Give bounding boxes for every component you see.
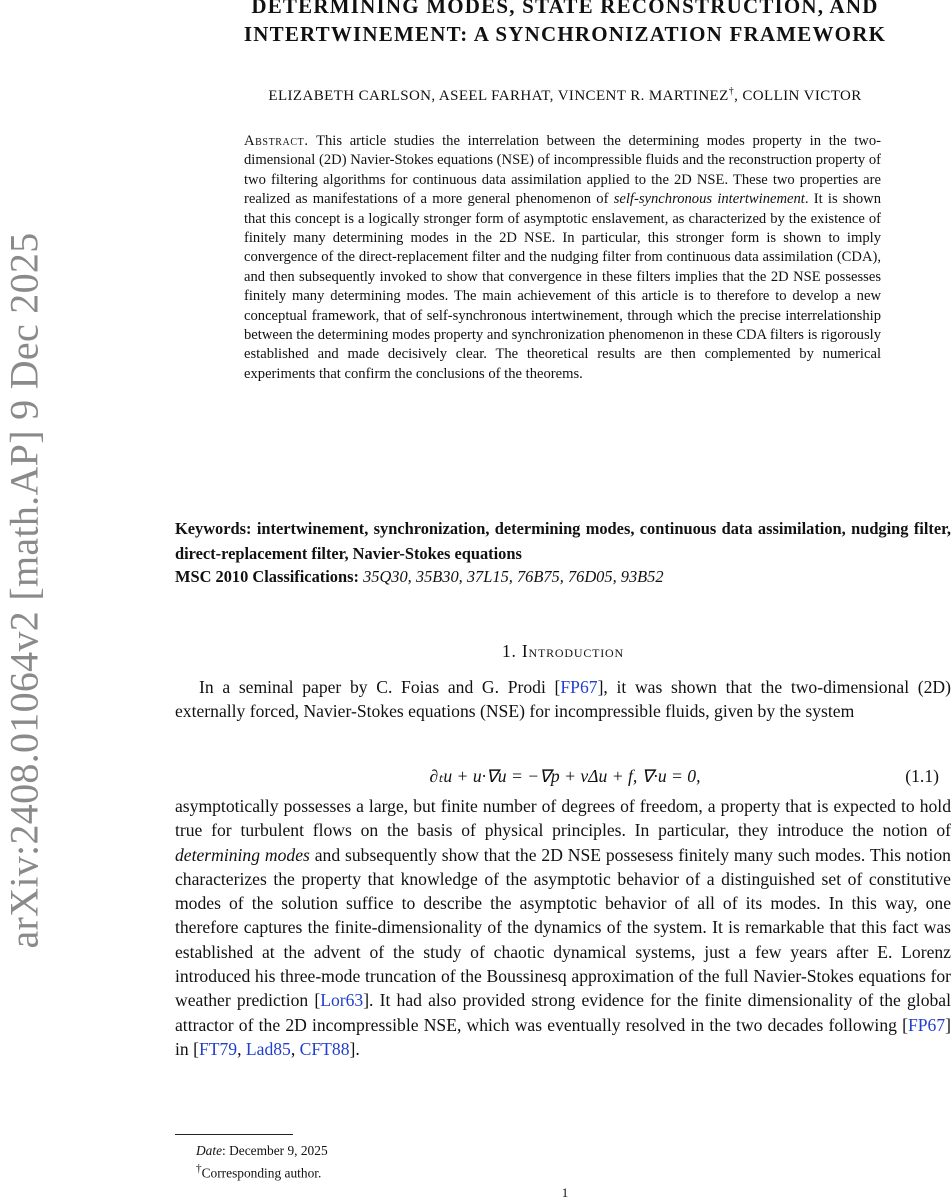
intro-p2-emphasis: determining modes <box>175 844 310 865</box>
equation-body: ∂ₜu + u·∇u = −∇p + νΔu + f, ∇·u = 0, <box>429 766 701 786</box>
authors-main: ELIZABETH CARLSON, ASEEL FARHAT, VINCENT R. MARTINEZ <box>268 88 729 104</box>
abstract-text-2: . It is shown that this concept is a logically stronger form of asymptotic enslavement, as characterized by the existence of finitely many determining modes in the 2D NSE. In particular, this stronger form is shown to imply convergence of the direct-replacement filter and the nudging filter from continuous data assimilation (CDA), and then subsequently invoked to show that convergence in these filters implies that the 2D NSE possesses finitely many determining modes. The main achievement of this article is to therefore to develop a new conceptual framework, that of self-synchronous intertwinement, through which the precise interrelationship between the determining modes property and synchronization phenomenon in these CDA filters is rigorously established and made decisively clear. The theoretical results are then complemented by numerical experiments that confirm the conclusions of the theorems. <box>244 191 882 382</box>
title-line-1: DETERMINING MODES, STATE RECONSTRUCTION, AND <box>251 0 879 18</box>
footnote-rule <box>175 1134 293 1135</box>
intro-paragraph-1 <box>175 675 951 724</box>
section-title-introduction: 1. Introduction <box>502 641 624 661</box>
arxiv-identifier-stamp <box>2 190 46 990</box>
citation-cft88[interactable]: CFT88 <box>299 1038 350 1059</box>
intro-paragraph-2 <box>175 794 951 1061</box>
abstract-emphasis: self-synchronous intertwinement <box>613 191 805 208</box>
abstract-label: Abstract. <box>244 133 309 149</box>
authors-last: , COLLIN VICTOR <box>734 88 862 104</box>
footnote-corresponding-text: Corresponding author. <box>201 1165 322 1181</box>
author-list <box>175 86 951 105</box>
footnote-corresponding <box>196 1163 321 1181</box>
intro-p2-text-c: ]. It had also provided strong evidence for the finite dimensionality of the global attractor of the 2D incompressible NSE, which was eventually resolved in the two decades following [ <box>175 990 951 1035</box>
intro-p2-text-a: asymptotically possesses a large, but finite number of degrees of freedom, a property that is expected to hold true for turbulent flows on the basis of physical principles. In particular, they introduce the notion of <box>175 796 951 841</box>
page-number: 1 <box>561 1185 569 1200</box>
abstract-text-1: This article studies the interrelation between the determining modes property in the two-dimensional (2D) Navier-Stokes equations (NSE) of incompressible fluids and the reconstruction property of two filtering algorithms for continuous data assimilation applied to the 2D NSE. These two properties are realized as manifestations of a more general phenomenon of <box>244 133 882 208</box>
keywords-label: Keywords: <box>175 519 252 538</box>
arxiv-identifier-text: arXiv:2408.01064v2 [math.AP] 9 Dec 2025 <box>1 231 47 949</box>
paper-title <box>180 0 950 48</box>
citation-separator-1: , <box>237 1038 246 1059</box>
keywords-text: intertwinement, synchronization, determining modes, continuous data assimilation, nudging filter, direct-replacement filter, Navier-Stokes equations <box>175 519 951 563</box>
abstract <box>244 132 881 384</box>
intro-p2-text-e: ]. <box>349 1038 360 1059</box>
intro-p2-text-d: ] in [ <box>175 1014 951 1059</box>
footnote-date-value: : December 9, 2025 <box>222 1143 328 1158</box>
msc-codes: 35Q30, 35B30, 37L15, 76B75, 76D05, 93B52 <box>363 567 664 586</box>
keywords <box>175 516 951 566</box>
citation-ft79[interactable]: FT79 <box>198 1038 238 1059</box>
intro-p1-text-a: In a seminal paper by C. Foias and G. Prodi [ <box>199 677 561 697</box>
footnote-corresponding-mark: † <box>196 1163 202 1175</box>
citation-lor63[interactable]: Lor63 <box>320 990 364 1011</box>
msc-label: MSC 2010 Classifications: <box>175 567 359 586</box>
title-line-2: INTERTWINEMENT: A SYNCHRONIZATION FRAMEWORK <box>243 22 887 46</box>
citation-separator-2: , <box>290 1038 300 1059</box>
equation-1-1 <box>175 766 951 792</box>
citation-fp67-2[interactable]: FP67 <box>907 1014 946 1035</box>
citation-fp67[interactable]: FP67 <box>560 677 598 697</box>
intro-p1-text-b: ], it was shown that the two-dimensional (2D) externally forced, Navier-Stokes equations (NSE) for incompressible fluids, given by the system <box>175 677 951 722</box>
citation-lad85[interactable]: Lad85 <box>245 1038 291 1059</box>
intro-p2-text-b: and subsequently show that the 2D NSE possesess finitely many such modes. This notion characterizes the property that knowledge of the asymptotic behavior of a distinguished set of constitutive modes of the solution suffice to describe the asymptotic behavior of all of its modes. In this way, one therefore captures the finite-dimensionality of the dynamics of the system. It is remarkable that this fact was established at the advent of the study of chaotic dynamical systems, just a few years after E. Lorenz introduced his three-mode truncation of the Boussinesq approximation of the full Navier-Stokes equations for weather prediction [ <box>175 844 951 1011</box>
corresponding-author-mark: † <box>728 86 735 97</box>
msc-classifications <box>175 566 951 588</box>
equation-number: (1.1) <box>905 766 939 786</box>
footnote-date-label: Date <box>196 1143 223 1158</box>
footnote-date <box>196 1143 328 1159</box>
